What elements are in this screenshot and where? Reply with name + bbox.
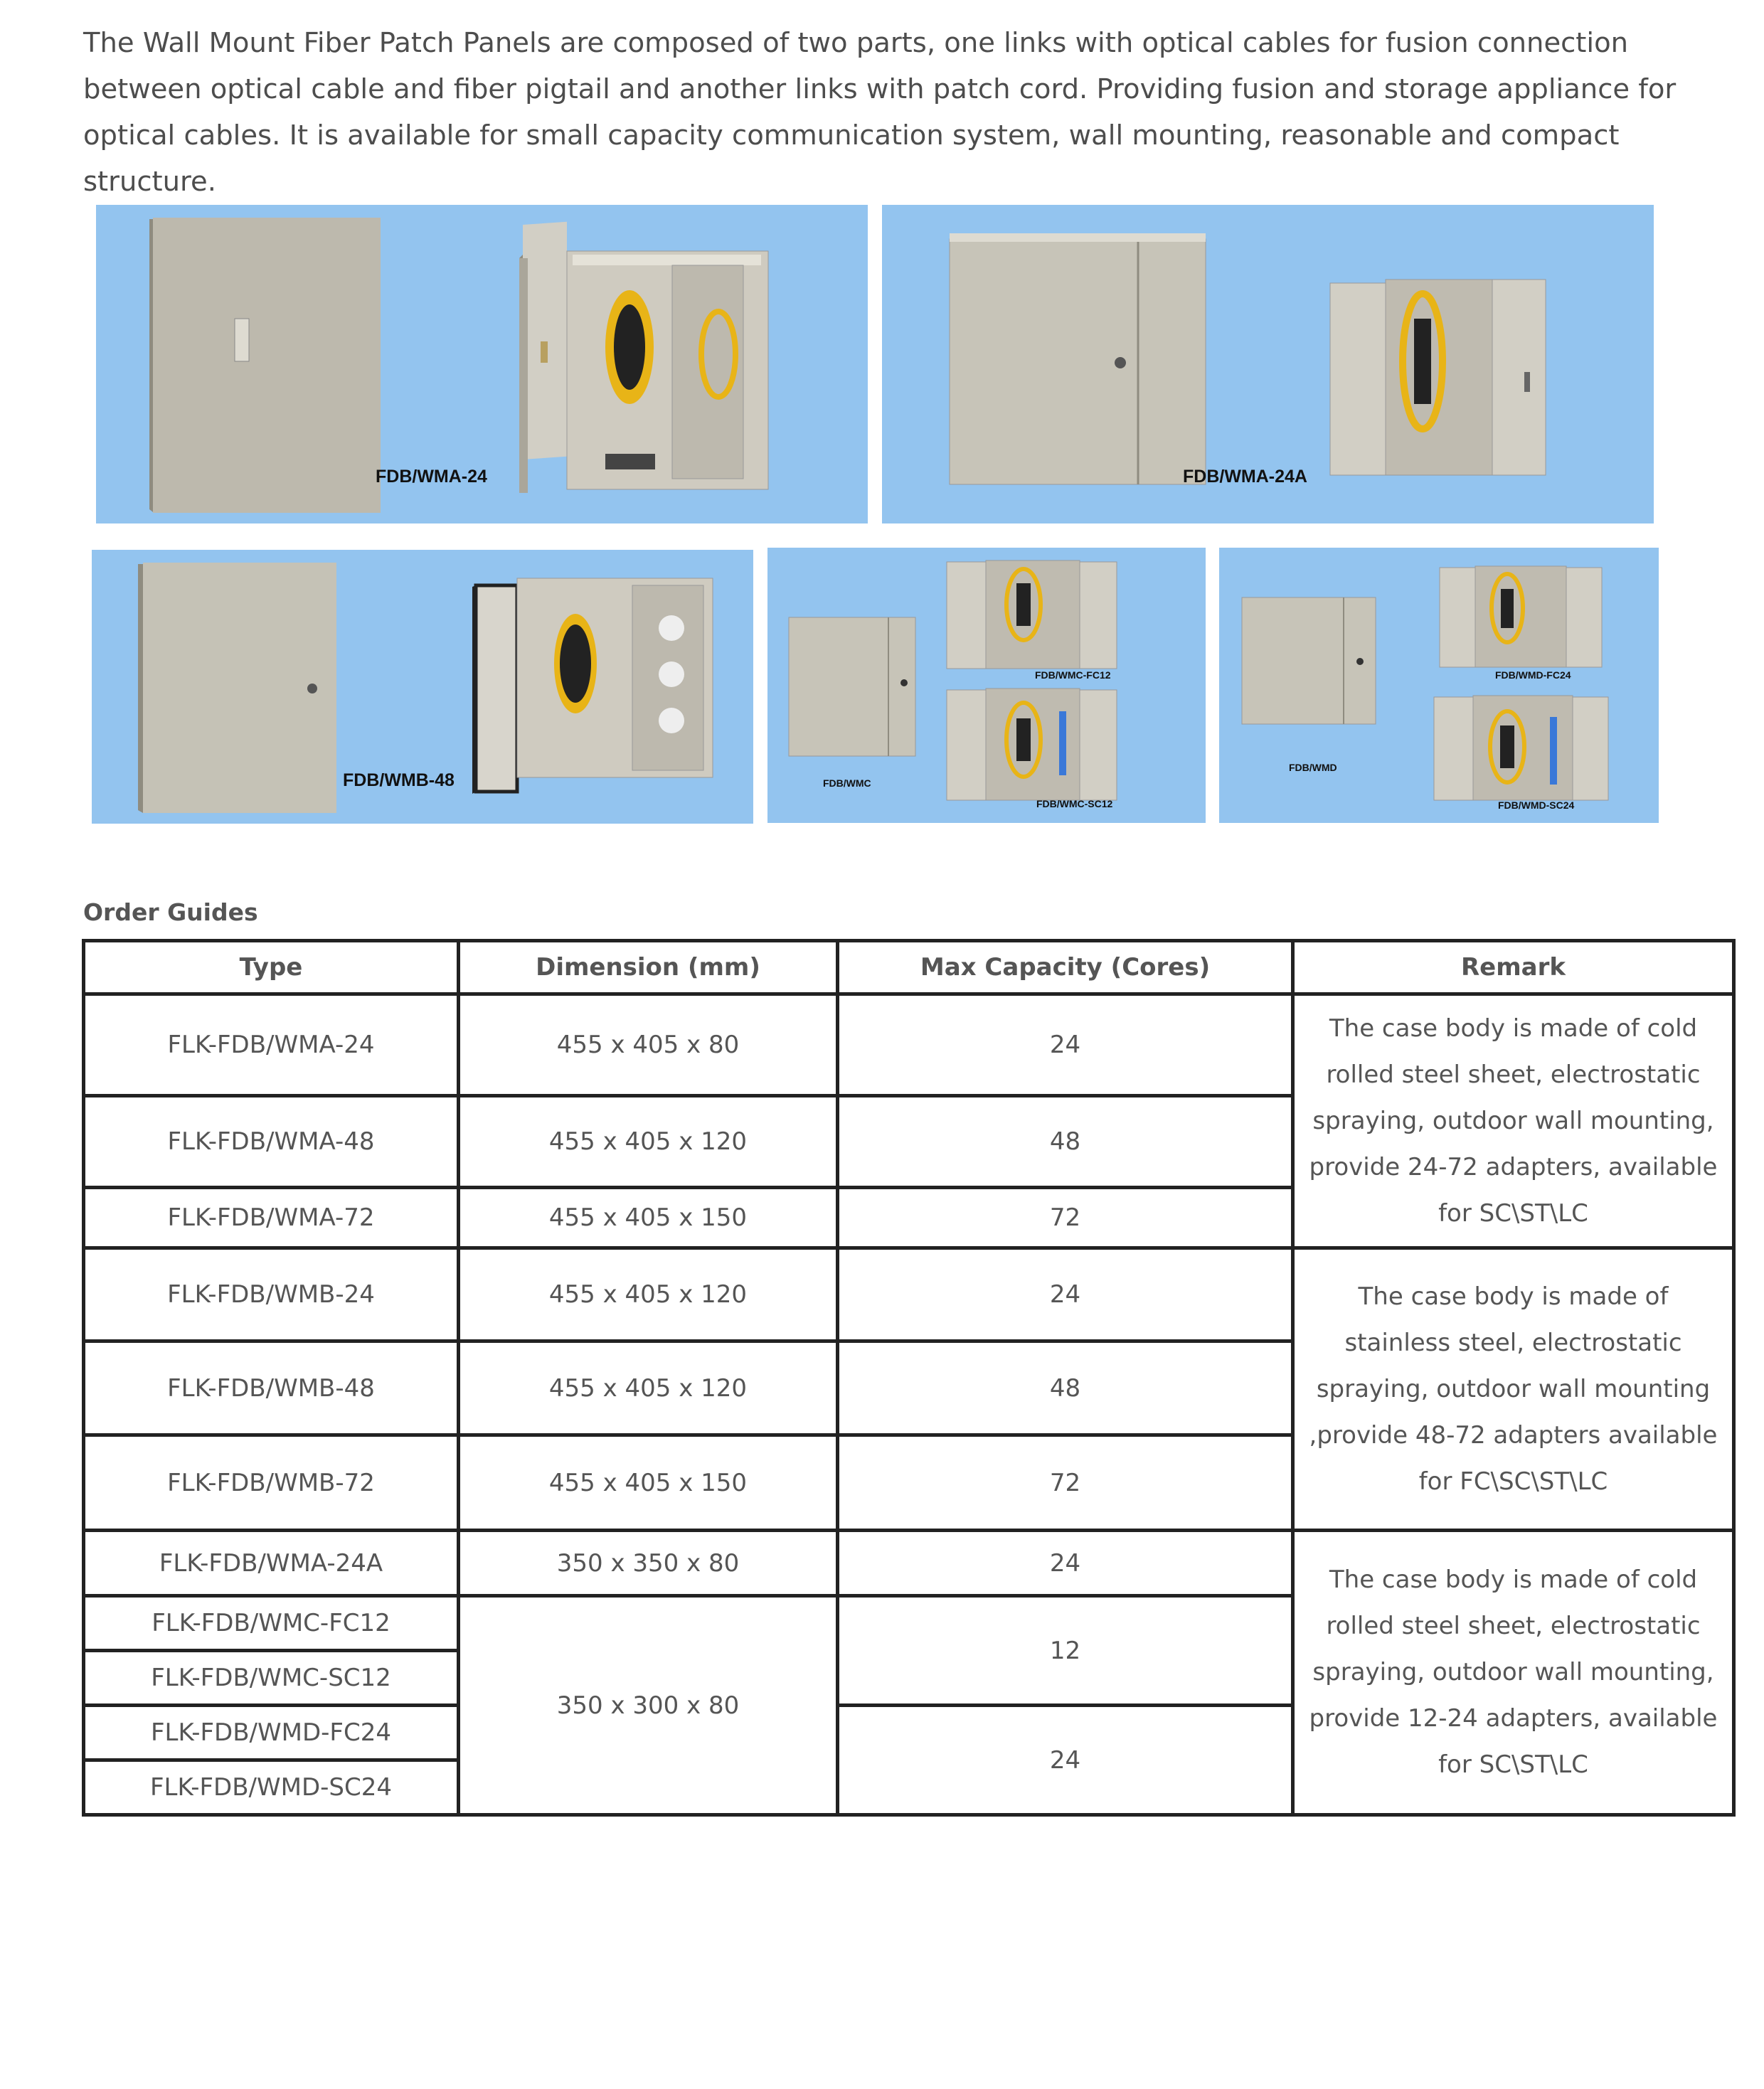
- photo-caption: FDB/WMD-SC24: [1498, 799, 1575, 811]
- order-guides-title: Order Guides: [83, 898, 258, 926]
- cell-dimension: 455 x 405 x 80: [459, 994, 838, 1096]
- cell-type: FLK-FDB/WMC-SC12: [84, 1651, 459, 1706]
- photo-caption: FDB/WMD: [1289, 762, 1337, 773]
- cell-capacity: 48: [838, 1341, 1293, 1435]
- cell-type: FLK-FDB/WMA-24: [84, 994, 459, 1096]
- cell-capacity: 12: [838, 1596, 1293, 1706]
- product-photo-wmd: [1219, 548, 1659, 823]
- cell-type: FLK-FDB/WMA-24A: [84, 1531, 459, 1596]
- table-header-row: [84, 941, 1734, 994]
- cell-dimension: 455 x 405 x 150: [459, 1435, 838, 1531]
- photo-caption: FDB/WMC-FC12: [1035, 669, 1111, 681]
- cell-dimension: 455 x 405 x 120: [459, 1096, 838, 1188]
- cell-type: FLK-FDB/WMB-48: [84, 1341, 459, 1435]
- cell-dimension: 350 x 350 x 80: [459, 1531, 838, 1596]
- intro-paragraph: The Wall Mount Fiber Patch Panels are composed of two parts, one links with optical cables for fusion connection between optical cable and fiber pigtail and another links with patch cord. Providing fusion and storage appliance for optical cables. It is available for small capacity communication system, wall mounting, reasonable and compact structure.: [83, 27, 1677, 198]
- cell-type: FLK-FDB/WMB-24: [84, 1248, 459, 1341]
- cell-remark: The case body is made of cold rolled steel sheet, electrostatic spraying, outdoor wall mounting, provide 12-24 adapters, available for SC\ST\LC: [1293, 1531, 1734, 1815]
- cell-capacity: 24: [838, 1706, 1293, 1815]
- cell-dimension: 455 x 405 x 120: [459, 1341, 838, 1435]
- photo-caption: FDB/WMA-24: [376, 467, 487, 487]
- cell-type: FLK-FDB/WMD-FC24: [84, 1706, 459, 1760]
- photo-caption: FDB/WMD-FC24: [1495, 669, 1571, 681]
- cell-dimension: 455 x 405 x 150: [459, 1188, 838, 1248]
- product-photo-wmb-48: [92, 550, 753, 824]
- cell-remark: The case body is made of stainless steel, electrostatic spraying, outdoor wall mounting ,provide 48-72 adapters available for FC\SC\ST\LC: [1293, 1248, 1734, 1531]
- cell-capacity: 72: [838, 1435, 1293, 1531]
- column-header-remark: Remark: [1293, 941, 1734, 994]
- cell-type: FLK-FDB/WMC-FC12: [84, 1596, 459, 1651]
- cell-type: FLK-FDB/WMA-48: [84, 1096, 459, 1188]
- cell-type: FLK-FDB/WMA-72: [84, 1188, 459, 1248]
- cabinet-illustration: [1219, 548, 1659, 823]
- cell-capacity: 72: [838, 1188, 1293, 1248]
- cell-type: FLK-FDB/WMD-SC24: [84, 1760, 459, 1815]
- cell-capacity: 24: [838, 1248, 1293, 1341]
- column-header-dimension: Dimension (mm): [459, 941, 838, 994]
- column-header-type: Type: [84, 941, 459, 994]
- cell-type: FLK-FDB/WMB-72: [84, 1435, 459, 1531]
- table-row: [84, 1248, 1734, 1341]
- cell-dimension: 350 x 300 x 80: [459, 1596, 838, 1815]
- order-guides-table: [82, 939, 1736, 1817]
- product-photo-wma-24a: [882, 205, 1654, 523]
- photo-caption: FDB/WMA-24A: [1183, 467, 1307, 487]
- cell-dimension: 455 x 405 x 120: [459, 1248, 838, 1341]
- table-row: [84, 1531, 1734, 1596]
- cell-capacity: 24: [838, 1531, 1293, 1596]
- table-row: [84, 994, 1734, 1096]
- cell-capacity: 48: [838, 1096, 1293, 1188]
- product-photo-wma-24: [96, 205, 868, 523]
- photo-caption: FDB/WMC: [823, 777, 871, 789]
- product-photo-wmc: [767, 548, 1206, 823]
- photo-caption: FDB/WMC-SC12: [1036, 798, 1113, 809]
- cell-capacity: 24: [838, 994, 1293, 1096]
- cell-remark: The case body is made of cold rolled steel sheet, electrostatic spraying, outdoor wall mounting, provide 24-72 adapters, available for SC\ST\LC: [1293, 994, 1734, 1248]
- column-header-capacity: Max Capacity (Cores): [838, 941, 1293, 994]
- photo-caption: FDB/WMB-48: [343, 770, 455, 790]
